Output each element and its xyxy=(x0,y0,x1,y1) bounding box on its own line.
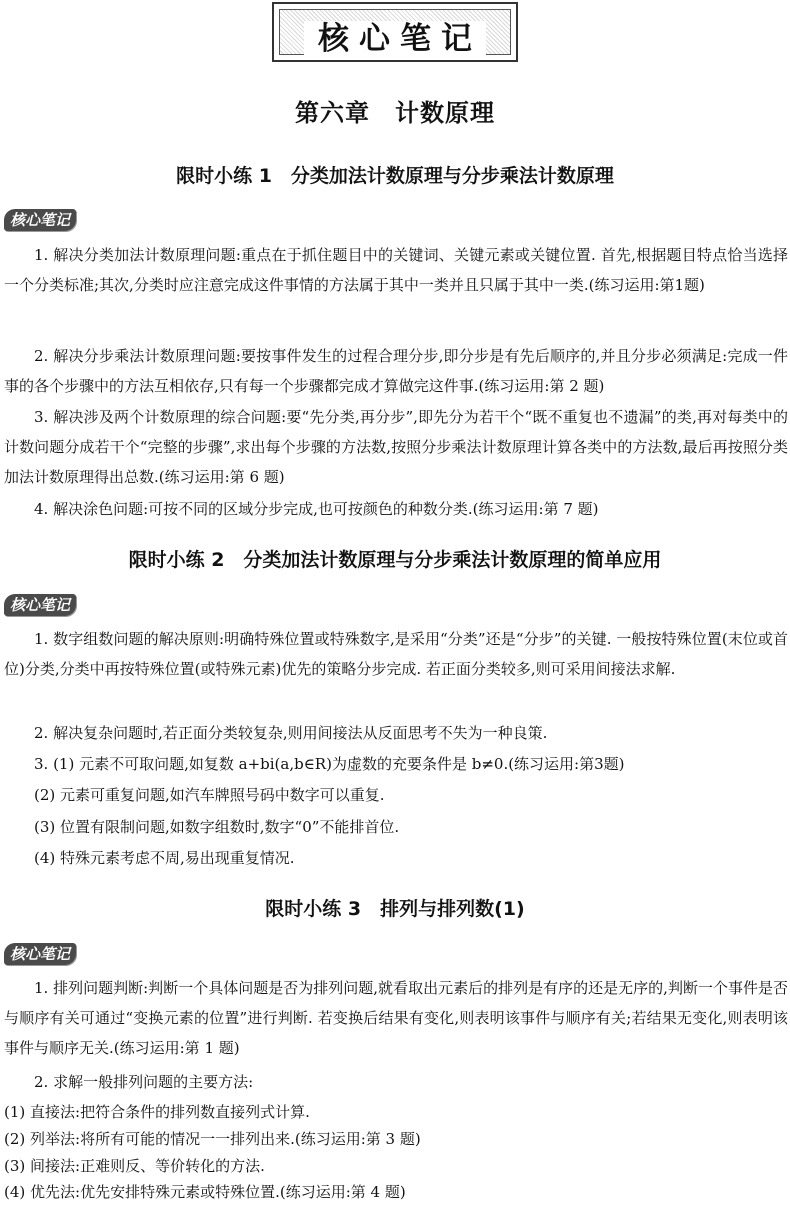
section-3-paragraph-5: (3) 间接法:正难则反、等价转化的方法. xyxy=(4,1157,265,1175)
section-2-paragraph-3: 3. (1) 元素不可取问题,如复数 a+bi(a,b∈R)为虚数的充要条件是 b≠0.(练习运用:第3题) xyxy=(34,755,625,773)
banner-title: 核心笔记 xyxy=(304,21,486,57)
section-3-paragraph-3: (1) 直接法:把符合条件的排列数直接列式计算. xyxy=(4,1103,310,1121)
section-1-paragraph-3: 3. 解决涉及两个计数原理的综合问题:要“先分类,再分步”,即先分为若干个“既不重复也不遗漏”的类,再对每类中的计数问题分成若干个“完整的步骤”,求出每个步骤的方法数,按照分步乘法计数原理计算各类中的方法数,最后再按照分类加法计数原理得出总数.(练习运用:第 6 题) xyxy=(4,408,788,486)
header-banner xyxy=(272,2,518,62)
section-title-2: 限时小练 2 分类加法计数原理与分步乘法计数原理的简单应用 xyxy=(128,549,662,571)
core-notes-tag-1: 核心笔记 xyxy=(4,209,76,231)
section-1-paragraph-2: 2. 解决分步乘法计数原理问题:要按事件发生的过程合理分步,即分步是有先后顺序的,并且分步必须满足:完成一件事的各个步骤中的方法互相依存,只有每一个步骤都完成才算做完这件事.(练习运用:第 2 题) xyxy=(4,347,788,395)
core-notes-tag-3: 核心笔记 xyxy=(4,943,76,965)
section-title-3: 限时小练 3 排列与排列数(1) xyxy=(265,898,525,920)
section-1-paragraph-1: 1. 解决分类加法计数原理问题:重点在于抓住题目中的关键词、关键元素或关键位置. 首先,根据题目特点恰当选择一个分类标准;其次,分类时应注意完成这件事情的方法属于其中一类并且只属于其中一类.(练习运用:第1题) xyxy=(4,246,788,294)
section-3-paragraph-4: (2) 列举法:将所有可能的情况一一排列出来.(练习运用:第 3 题) xyxy=(4,1130,421,1148)
section-2-paragraph-2: 2. 解决复杂问题时,若正面分类较复杂,则用间接法从反面思考不失为一种良策. xyxy=(34,724,548,742)
section-2-paragraph-6: (4) 特殊元素考虑不周,易出现重复情况. xyxy=(34,849,295,867)
section-2-paragraph-1: 1. 数字组数问题的解决原则:明确特殊位置或特殊数字,是采用“分类”还是“分步”的关键. 一般按特殊位置(末位或首位)分类,分类中再按特殊位置(或特殊元素)优先的策略分步完成. 若正面分类较多,则可采用间接法求解. xyxy=(4,630,788,678)
section-3-paragraph-1: 1. 排列问题判断:判断一个具体问题是否为排列问题,就看取出元素后的排列是有序的还是无序的,判断一个事件是否与顺序有关可通过“变换元素的位置”进行判断. 若变换后结果有变化,则表明该事件与顺序有关;若结果无变化,则表明该事件与顺序无关.(练习运用:第 1 题) xyxy=(4,979,788,1057)
section-2-paragraph-4: (2) 元素可重复问题,如汽车牌照号码中数字可以重复. xyxy=(34,786,385,804)
section-3-paragraph-6: (4) 优先法:优先安排特殊元素或特殊位置.(练习运用:第 4 题) xyxy=(4,1183,406,1201)
section-3-paragraph-2: 2. 求解一般排列问题的主要方法: xyxy=(34,1073,254,1091)
chapter-title: 第六章 计数原理 xyxy=(295,99,495,127)
core-notes-tag-2: 核心笔记 xyxy=(4,594,76,616)
section-2-paragraph-5: (3) 位置有限制问题,如数字组数时,数字“0”不能排首位. xyxy=(34,818,400,836)
section-1-paragraph-4: 4. 解决涂色问题:可按不同的区域分步完成,也可按颜色的种数分类.(练习运用:第 7 题) xyxy=(34,500,599,518)
section-title-1: 限时小练 1 分类加法计数原理与分步乘法计数原理 xyxy=(176,165,614,187)
